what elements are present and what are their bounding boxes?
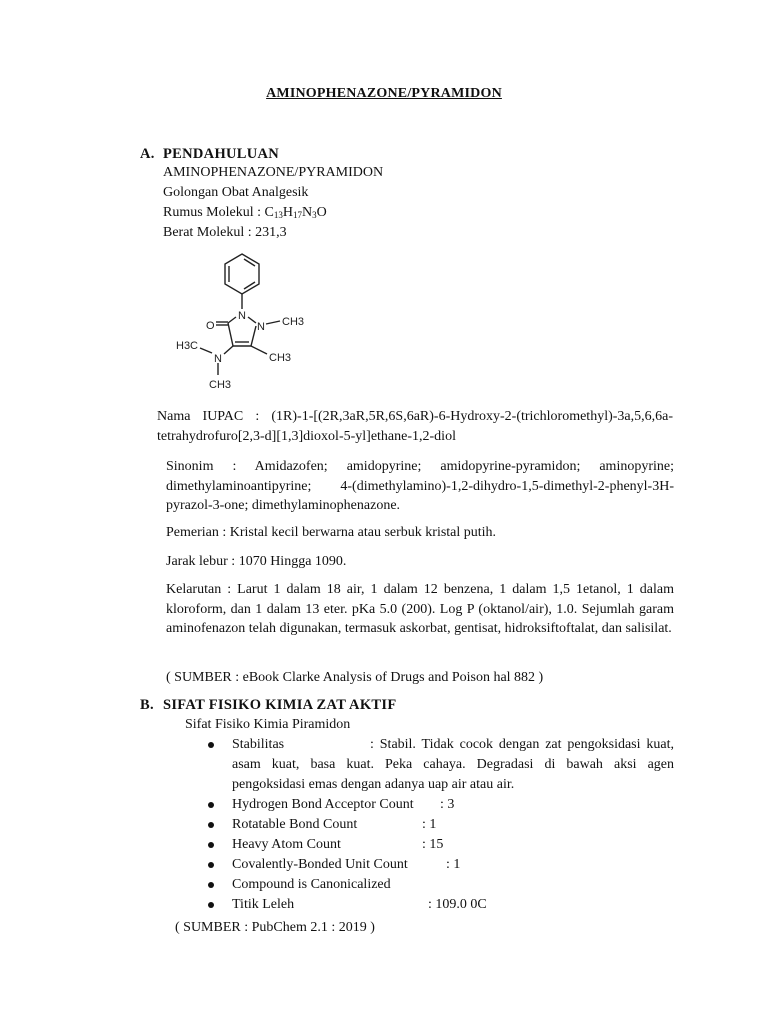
compound-name: AMINOPHENAZONE/PYRAMIDON — [163, 165, 384, 180]
section-b-heading: SIFAT FISIKO KIMIA ZAT AKTIF — [163, 697, 397, 713]
iupac-name: Nama IUPAC : (1R)-1-[(2R,3aR,5R,6S,6aR)-6-Hydroxy-2-(trichloromethyl)-3a,5,6,6a-tetrahydrofuro[2,3-d][1,3]dioxol-5-yl]ethane-1,2-diol — [157, 409, 673, 444]
bullet-icon — [208, 902, 214, 908]
list-item: Rotatable Bond Count : 1 — [232, 815, 674, 835]
bullet-icon — [208, 742, 214, 748]
oxygen-label: O — [206, 320, 215, 332]
bullet-icon — [208, 862, 214, 868]
methyl-label-ring: CH3 — [269, 352, 292, 364]
bullet-icon — [208, 802, 214, 808]
list-item: Covalently-Bonded Unit Count : 1 — [232, 855, 674, 875]
methyl-label-left: H3C — [176, 340, 199, 352]
bullet-icon — [208, 842, 214, 848]
list-item: Heavy Atom Count : 15 — [232, 835, 674, 855]
section-a-label: A. — [140, 146, 155, 162]
synonyms: Sinonim : Amidazofen; amidopyrine; amidopyrine-pyramidon; aminopyrine; dimethylaminoantipyrine; 4-(dimethylamino)-1,2-dihydro-1,5-dimethyl-2-phenyl-3H-pyrazol-3-one; dimethylaminophenazone. — [166, 459, 674, 513]
drug-class: Golongan Obat Analgesik — [163, 185, 309, 200]
source-b: ( SUMBER : PubChem 2.1 : 2019 ) — [175, 920, 375, 935]
list-item: Compound is Canonicalized — [232, 875, 674, 895]
list-item-stabilitas: Stabilitas : Stabil. Tidak cocok dengan zat pengoksidasi kuat, asam kuat, basa kuat. Peka cahaya. Degradasi di bawah aksi agen pengoksidasi emas dengan adanya uap air atau air. — [232, 735, 674, 795]
nitrogen-label-3: N — [214, 353, 222, 365]
list-item: Titik Leleh : 109.0 0C — [232, 895, 674, 915]
nitrogen-label-1: N — [238, 310, 246, 322]
section-a-heading: PENDAHULUAN — [163, 146, 280, 162]
bullet-icon — [208, 882, 214, 888]
molecular-formula: Rumus Molekul : $C_{13}H_{17}N_3O$ — [163, 205, 327, 220]
bullet-icon — [208, 822, 214, 828]
list-item: Hydrogen Bond Acceptor Count : 3 — [232, 795, 674, 815]
properties-list — [232, 735, 674, 915]
methyl-label-bottom: CH3 — [209, 379, 232, 391]
methyl-label-n: CH3 — [282, 316, 305, 328]
section-b-subheading: Sifat Fisiko Kimia Piramidon — [185, 717, 351, 732]
molecular-weight: Berat Molekul : 231,3 — [163, 225, 287, 240]
solubility: Kelarutan : Larut 1 dalam 18 air, 1 dalam 12 benzena, 1 dalam 1,5 1etanol, 1 dalam kloroform, dan 1 dalam 13 eter. pKa 5.0 (200). Log P (oktanol/air), 1.0. Sejumlah garam aminofenazon telah digunakan, termasuk askorbat, gentisat, hidroksiftoftalat, dan salisilat. — [166, 582, 674, 636]
chemical-structure-image — [172, 250, 320, 398]
page-title: AMINOPHENAZONE/PYRAMIDON — [266, 86, 502, 101]
source-a: ( SUMBER : eBook Clarke Analysis of Drugs and Poison hal 882 ) — [166, 670, 544, 685]
nitrogen-label-2: N — [257, 321, 265, 333]
description: Pemerian : Kristal kecil berwarna atau serbuk kristal putih. — [166, 525, 497, 540]
melting-range: Jarak lebur : 1070 Hingga 1090. — [166, 554, 347, 569]
section-b-label: B. — [140, 697, 154, 713]
